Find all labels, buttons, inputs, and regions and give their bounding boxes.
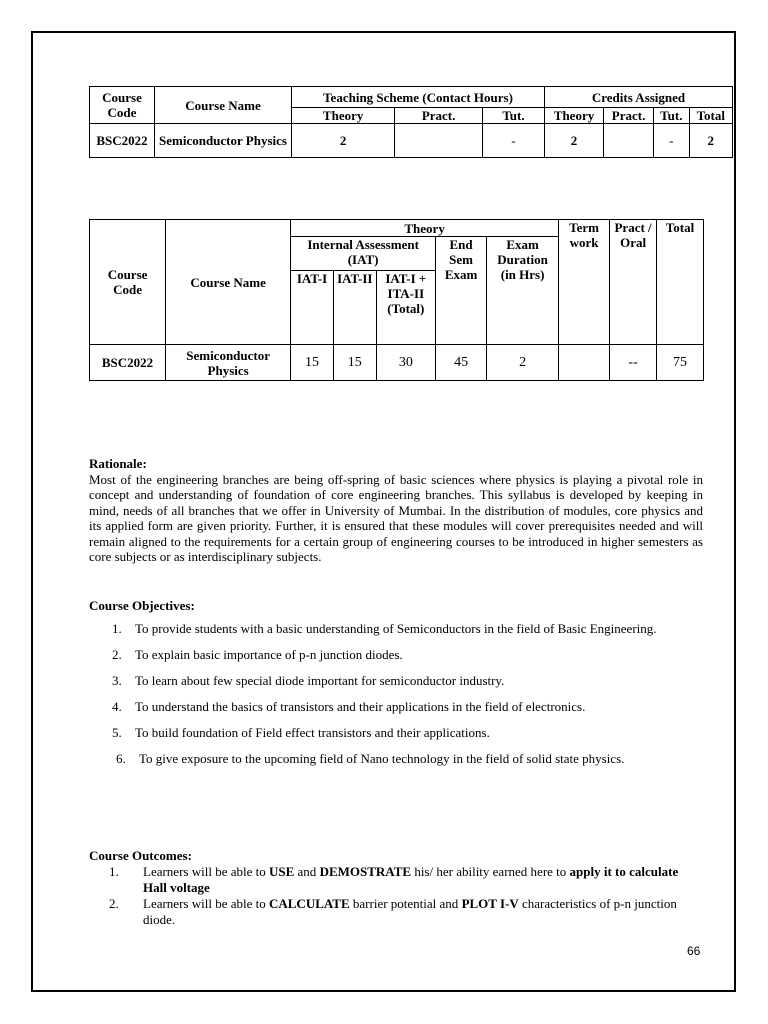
item-number: 1. <box>109 863 119 879</box>
cell-credit-tut: - <box>654 124 689 158</box>
item-number: 3. <box>112 672 122 688</box>
list-item <box>89 673 709 688</box>
list-item <box>89 616 709 641</box>
cell-course-name: Semiconductor Physics <box>155 124 292 158</box>
rationale-heading: Rationale: <box>89 456 147 471</box>
th-course-name: Course Name <box>155 87 292 124</box>
table-row <box>90 345 704 381</box>
list-item <box>89 751 709 766</box>
examination-scheme-table <box>89 219 704 381</box>
cell-credit-theory: 2 <box>545 124 604 158</box>
item-text: To give exposure to the upcoming field of Nano technology in the field of solid state physics. <box>139 750 625 766</box>
cell-iat-total: 30 <box>376 345 435 381</box>
th-credit-tut: Tut. <box>654 108 689 124</box>
th-tut: Tut. <box>482 108 544 124</box>
cell-tut: - <box>482 124 544 158</box>
outcome-text: characteristics of p-n junction diode. <box>143 895 677 927</box>
cell-exam-duration: 2 <box>487 345 559 381</box>
outcome-keyword: PLOT I-V <box>461 895 519 911</box>
outcome-keyword: apply it to calculate Hall voltage <box>143 863 679 895</box>
list-item <box>89 896 704 928</box>
th-end-sem: End Sem Exam <box>436 237 487 345</box>
cell-pract <box>395 124 483 158</box>
th-course-name: Course Name <box>166 220 291 345</box>
cell-credit-total: 2 <box>689 124 732 158</box>
outcome-text: and <box>294 863 320 879</box>
list-item <box>89 647 709 662</box>
cell-total: 75 <box>657 345 704 381</box>
outcomes-heading: Course Outcomes: <box>89 848 192 863</box>
outcome-text: his/ her ability earned here to <box>411 863 570 879</box>
th-course-code: Course Code <box>90 220 166 345</box>
outcome-keyword: CALCULATE <box>268 895 350 911</box>
outcome-keyword: USE <box>268 863 295 879</box>
item-number: 2. <box>109 895 119 911</box>
th-iat1: IAT-I <box>291 271 334 345</box>
th-pract: Pract. <box>395 108 483 124</box>
th-iat-total: IAT-I + ITA-II (Total) <box>376 271 435 345</box>
item-number: 6. <box>116 750 126 766</box>
th-total: Total <box>657 220 704 345</box>
objectives-section <box>89 598 709 766</box>
cell-end-sem: 45 <box>436 345 487 381</box>
item-text: To provide students with a basic understanding of Semiconductors in the field of Basic Engineering. <box>135 620 657 636</box>
table-row <box>90 124 733 158</box>
th-credits-assigned: Credits Assigned <box>545 87 733 108</box>
item-number: 4. <box>112 698 122 714</box>
outcome-text: Learners will be able to <box>143 895 269 911</box>
th-theory: Theory <box>291 220 559 237</box>
item-number: 1. <box>112 620 122 636</box>
outcome-keyword: DEMOSTRATE <box>319 863 412 879</box>
cell-course-name: Semiconductor Physics <box>166 345 291 381</box>
cell-iat2: 15 <box>333 345 376 381</box>
objectives-heading: Course Objectives: <box>89 598 195 613</box>
rationale-section <box>89 456 703 565</box>
list-item <box>89 864 704 896</box>
item-text: To build foundation of Field effect transistors and their applications. <box>135 724 490 740</box>
cell-course-code: BSC2022 <box>90 345 166 381</box>
th-internal-assessment: Internal Assessment (IAT) <box>291 237 436 271</box>
item-number: 2. <box>112 646 122 662</box>
cell-term-work <box>559 345 610 381</box>
th-pract-oral: Pract / Oral <box>610 220 657 345</box>
list-item <box>89 699 709 714</box>
cell-course-code: BSC2022 <box>90 124 155 158</box>
th-credit-pract: Pract. <box>604 108 654 124</box>
item-text: To learn about few special diode important for semiconductor industry. <box>135 672 505 688</box>
rationale-body: Most of the engineering branches are being off-spring of basic sciences where physics is playing a pivotal role in concept and understanding of foundation of core engineering branches. This syllabus is developed by keeping in mind, needs of all branches that we offer in University of Mumbai. In the distribution of modules, core physics and its applied form are given priority. Further, it is ensured that these modules will cover prerequisites needed and will remain aligned to the requirements for a certain group of engineering courses to be introduced in higher semesters as core subjects or as interdisciplinary subjects. <box>89 471 703 564</box>
outcome-text: barrier potential and <box>349 895 462 911</box>
cell-pract-oral: -- <box>610 345 657 381</box>
th-credit-total: Total <box>689 108 732 124</box>
list-item <box>89 725 709 740</box>
th-credit-theory: Theory <box>545 108 604 124</box>
cell-iat1: 15 <box>291 345 334 381</box>
th-course-code: Course Code <box>90 87 155 124</box>
th-term-work: Term work <box>559 220 610 345</box>
cell-theory: 2 <box>292 124 395 158</box>
teaching-scheme-table <box>89 86 733 158</box>
th-theory: Theory <box>292 108 395 124</box>
item-text: To understand the basics of transistors and their applications in the field of electronics. <box>135 698 586 714</box>
outcomes-section <box>89 848 704 928</box>
th-teaching-scheme: Teaching Scheme (Contact Hours) <box>292 87 545 108</box>
outcome-text: Learners will be able to <box>143 863 269 879</box>
th-iat2: IAT-II <box>333 271 376 345</box>
cell-credit-pract <box>604 124 654 158</box>
item-number: 5. <box>112 724 122 740</box>
th-exam-duration: Exam Duration (in Hrs) <box>487 237 559 345</box>
item-text: To explain basic importance of p-n junction diodes. <box>135 646 403 662</box>
page-number: 66 <box>687 944 701 958</box>
